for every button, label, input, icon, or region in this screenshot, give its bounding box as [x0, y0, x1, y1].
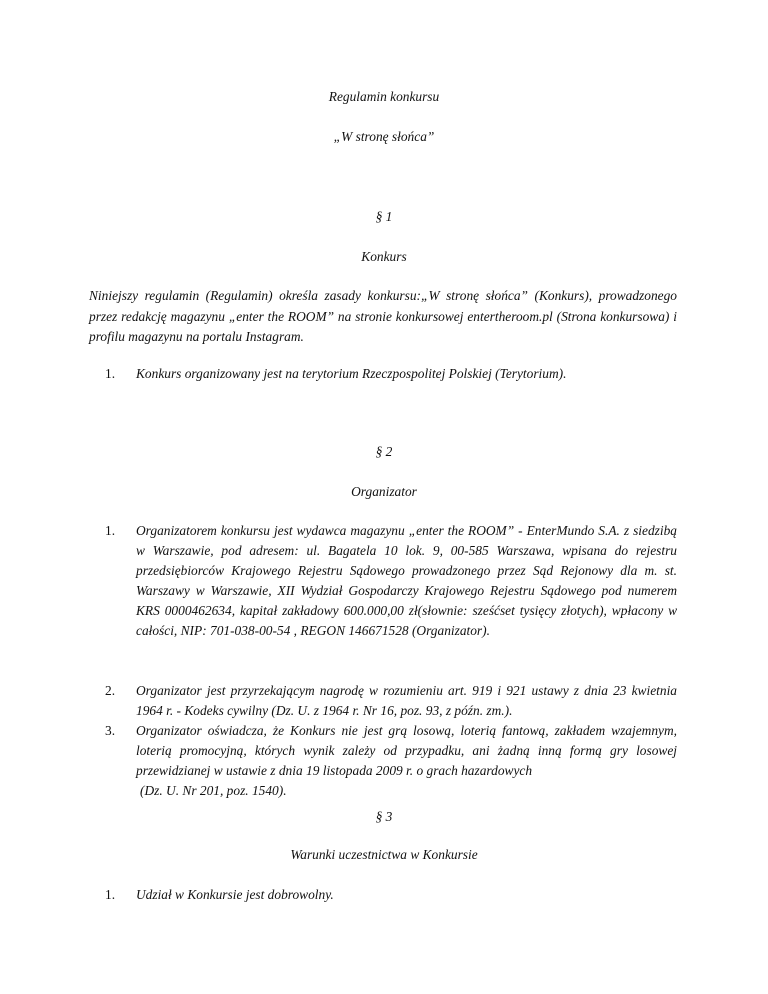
section-1-symbol: § 1 [375, 209, 393, 224]
section-1-item-1 [89, 364, 677, 384]
section-2-item-3 [89, 721, 677, 801]
section-3-heading: Warunki uczestnictwa w Konkursie [290, 847, 478, 862]
section-2-item-1 [89, 521, 677, 641]
list-number: 3. [105, 723, 116, 738]
list-item-text: Organizator oświadcza, że Konkurs nie jest grą losową, loterią fantową, zakładem wzajemnym, loterią promocyjną, których wynik zależy od przypadku, ani żadną inną formą gry losowej przewidzianej w ustawie z dnia 19 listopada 2009 r. o grach hazardowych [136, 723, 677, 778]
list-number: 1. [105, 366, 116, 381]
section-3-item-1 [89, 885, 677, 905]
list-item-continuation: (Dz. U. Nr 201, poz. 1540). [140, 783, 287, 798]
section-1-intro: Niniejszy regulamin (Regulamin) określa zasady konkursu:„W stronę słońca” (Konkurs), prowadzonego przez redakcję magazynu „enter the ROOM” na stronie konkursowej entertheroom.pl (Strona konkursowa) i profilu magazynu na portalu Instagram. [89, 288, 677, 344]
list-item-text: Organizatorem konkursu jest wydawca magazynu „enter the ROOM” - EnterMundo S.A. z siedzibą w Warszawie, pod adresem: ul. Bagatela 10 lok. 9, 00-585 Warszawa, wpisana do rejestru przedsiębiorców Krajowego Rejestru Sądowego prowadzonego przez Sąd Rejonowy dla m. st. Warszawy w Warszawie, XII Wydział Gospodarczy Krajowego Rejestru Sądowego pod numerem KRS 0000462634, kapitał zakładowy 600.000,00 zł(słownie: sześćset tysięcy złotych), wpłacony w całości, NIP: 701-038-00-54 , REGON 146671528 (Organizator). [136, 523, 677, 638]
section-2-item-2 [89, 681, 677, 721]
list-item-text: Konkurs organizowany jest na terytorium Rzeczpospolitej Polskiej (Terytorium). [136, 366, 567, 381]
list-item-text: Organizator jest przyrzekającym nagrodę w rozumieniu art. 919 i 921 ustawy z dnia 23 kwietnia 1964 r. - Kodeks cywilny (Dz. U. z 1964 r. Nr 16, poz. 93, z późn. zm.). [136, 683, 677, 718]
list-number: 2. [105, 683, 116, 698]
list-number: 1. [105, 887, 116, 902]
document-title: Regulamin konkursu [328, 89, 440, 104]
section-2-symbol: § 2 [375, 444, 393, 459]
section-2-heading: Organizator [351, 484, 417, 499]
list-number: 1. [105, 523, 116, 538]
list-item-text: Udział w Konkursie jest dobrowolny. [136, 887, 334, 902]
section-1-heading: Konkurs [361, 249, 407, 264]
document-subtitle: „W stronę słońca” [333, 129, 435, 144]
section-3-symbol: § 3 [375, 809, 393, 824]
